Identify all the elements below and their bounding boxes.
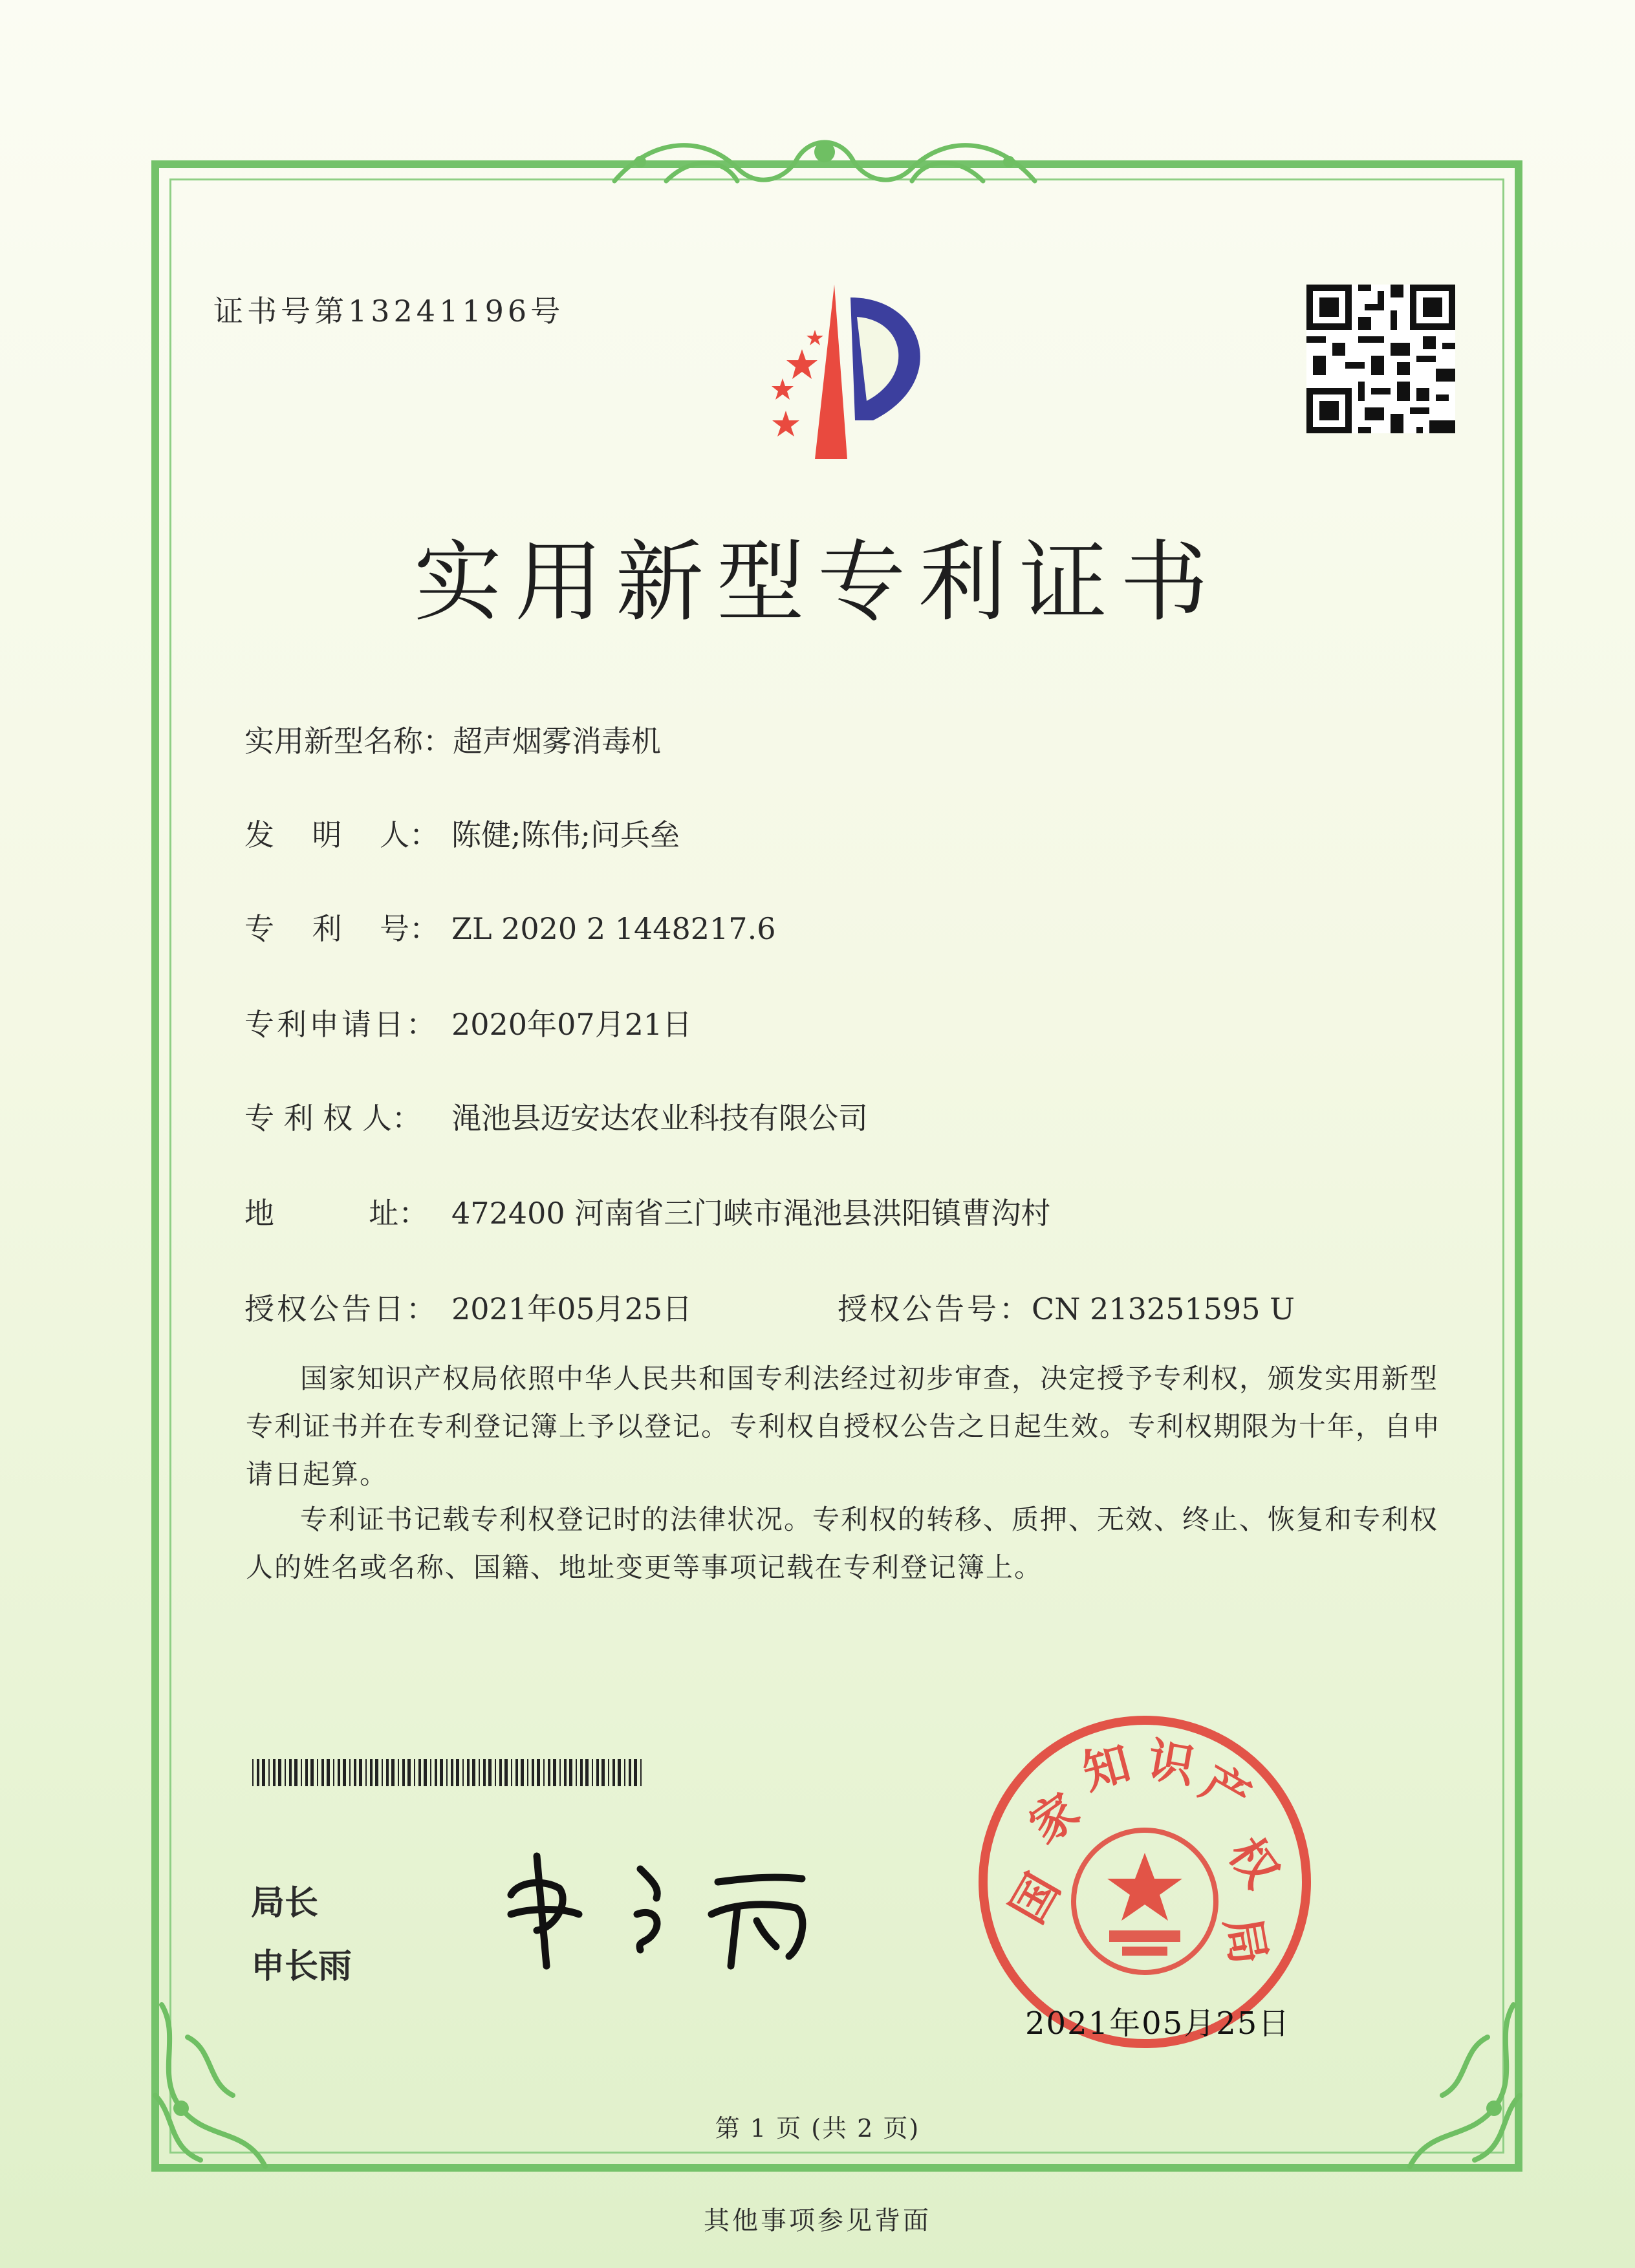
top-ornament (601, 123, 1048, 200)
field-label: 发 明 人： (244, 817, 439, 852)
field-grant-number (838, 1286, 1295, 1328)
seal-char: 知 (1077, 1735, 1136, 1800)
back-note: 其他事项参见背面 (704, 2206, 931, 2236)
field-utility-model-name (244, 718, 661, 761)
field-filing-date (244, 1001, 692, 1044)
seal-char: 局 (1215, 1913, 1277, 1969)
director-title: 局长 (251, 1884, 319, 1923)
field-patentee (244, 1095, 868, 1138)
page-number: 第 1 页 (共 2 页) (715, 2114, 920, 2143)
field-address (244, 1190, 1050, 1233)
field-label: 授权公告日： (244, 1291, 439, 1326)
barcode-icon (252, 1759, 647, 1786)
field-patent-number (244, 905, 775, 948)
seal-char: 国 (1000, 1864, 1070, 1932)
certificate-title: 实用新型专利证书 (414, 532, 1221, 634)
seal-char: 产 (1192, 1755, 1260, 1826)
field-label: 地 址： (244, 1196, 429, 1231)
seal-char: 识 (1143, 1732, 1199, 1794)
bottom-right-ornament (1391, 1998, 1533, 2186)
field-label: 授权公告号： (838, 1291, 1032, 1326)
field-grant-date (244, 1286, 692, 1328)
field-value: 超声烟雾消毒机 (453, 724, 661, 759)
field-value: 陈健;陈伟;问兵垒 (451, 817, 680, 852)
patent-office-emblem-icon (718, 272, 964, 466)
bottom-left-ornament (142, 1998, 285, 2186)
field-value: CN 213251595 U (1032, 1291, 1295, 1326)
field-label: 专利申请日： (244, 1007, 439, 1042)
field-value: ZL 2020 2 1448217.6 (451, 911, 776, 946)
certificate-number: 证书号第13241196号 (213, 294, 565, 329)
seal-char: 权 (1218, 1828, 1290, 1897)
seal-char: 家 (1019, 1782, 1089, 1854)
field-value: 472400 河南省三门峡市渑池县洪阳镇曹沟村 (451, 1196, 1051, 1231)
field-value: 2020年07月21日 (451, 1007, 693, 1042)
qr-code-icon (1306, 285, 1455, 433)
field-label: 实用新型名称： (244, 724, 453, 759)
seal-date: 2021年05月25日 (1025, 2005, 1291, 2042)
field-value: 渑池县迈安达农业科技有限公司 (451, 1101, 868, 1136)
legal-status-paragraph: 专利证书记载专利权登记时的法律状况。专利权的转移、质押、无效、终止、恢复和专利权人的姓名或名称、国籍、地址变更等事项记载在专利登记簿上。 (246, 1504, 1439, 1583)
director-name: 申长雨 (251, 1947, 352, 1986)
handwritten-signature (498, 1843, 860, 1972)
field-inventor (244, 812, 680, 854)
field-value: 2021年05月25日 (451, 1291, 693, 1326)
grant-statement-paragraph: 国家知识产权局依照中华人民共和国专利法经过初步审查，决定授予专利权，颁发实用新型专利证书并在专利登记簿上予以登记。专利权自授权公告之日起生效。专利权期限为十年，自申请日起算。 (246, 1363, 1442, 1490)
field-label: 专 利 号： (244, 911, 439, 946)
field-label: 专 利 权 人： (244, 1101, 422, 1136)
